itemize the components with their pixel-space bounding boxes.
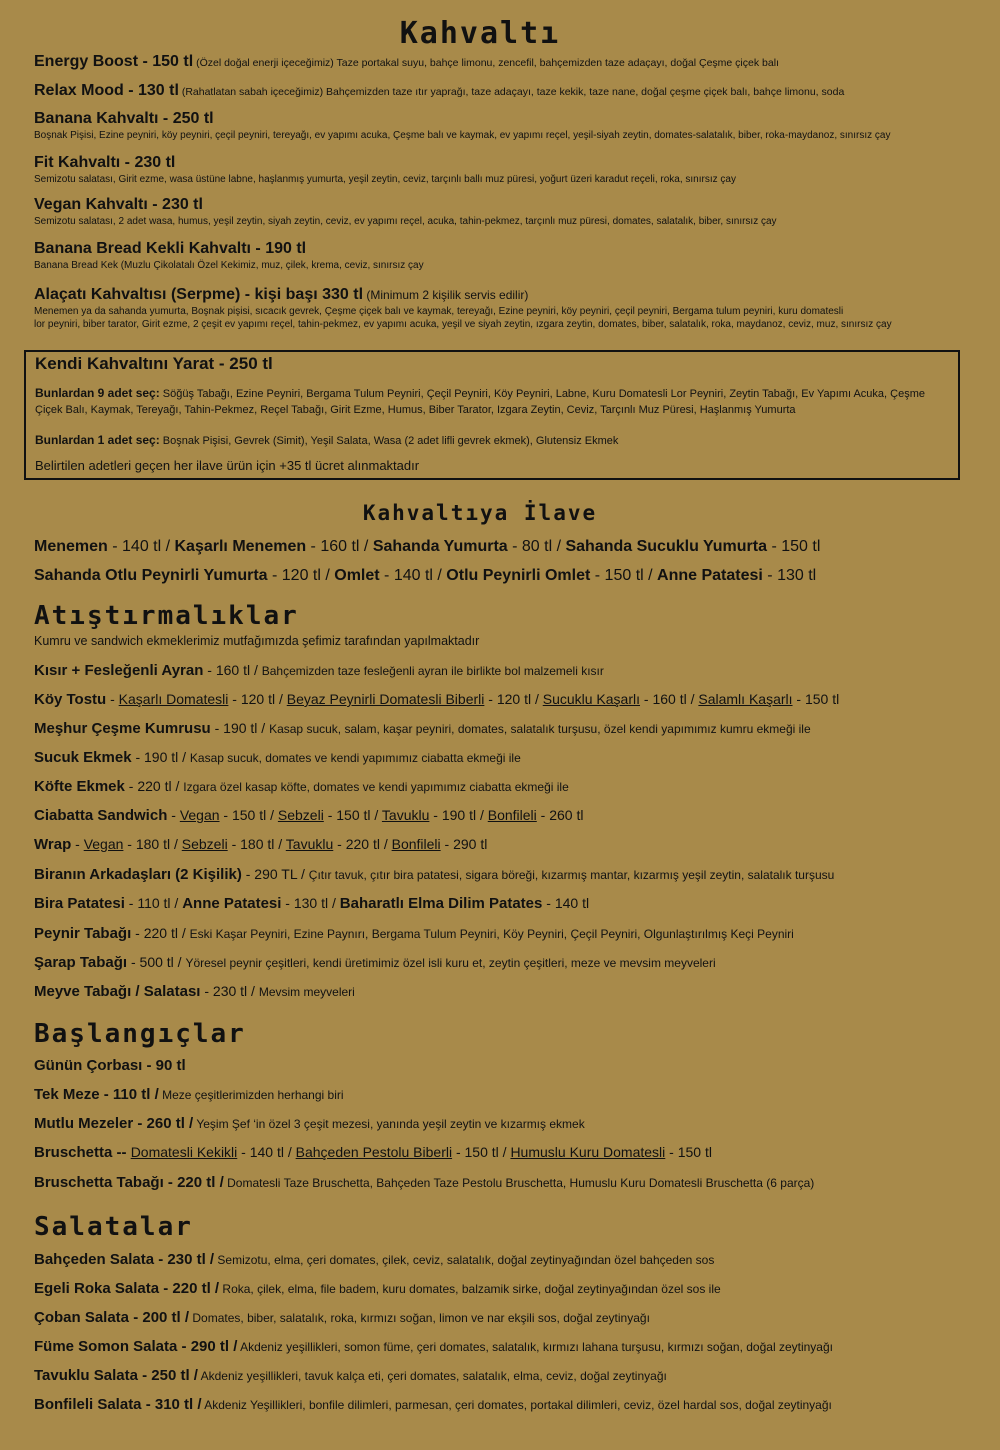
item-price: - 140 tl bbox=[542, 895, 590, 911]
item-name: Mutlu Mezeler - 260 tl / bbox=[34, 1115, 194, 1132]
item-price: - 180 tl / bbox=[123, 836, 182, 852]
item-note: (Özel doğal enerji içeceğimiz) bbox=[193, 57, 337, 69]
item-price: - 150 tl / bbox=[452, 1144, 511, 1160]
variant: Sucuklu Kaşarlı bbox=[542, 691, 641, 707]
item-name: Bahçeden Salata - 230 tl / bbox=[34, 1251, 215, 1268]
menu-item bbox=[34, 239, 980, 272]
item-name: Baharatlı Elma Dilim Patates bbox=[339, 895, 543, 912]
item-name: Köy Tostu bbox=[34, 691, 107, 708]
item-name: Energy Boost - 150 tl bbox=[34, 53, 194, 70]
menu-item bbox=[34, 1057, 186, 1074]
item-price: - 150 tl / bbox=[323, 807, 382, 823]
item-name: Günün Çorbası - 90 tl bbox=[34, 1057, 186, 1074]
variant: Vegan bbox=[83, 836, 124, 852]
item-name: Meşhur Çeşme Kumrusu bbox=[34, 720, 211, 737]
item-price: - 140 tl / bbox=[107, 538, 175, 555]
item-name: Vegan Kahvaltı - 230 tl bbox=[34, 196, 203, 213]
pick1-label: Bunlardan 1 adet seç: bbox=[35, 433, 160, 447]
item-price: - 290 tl bbox=[440, 836, 488, 852]
section-title-baslangiclar: Başlangıçlar bbox=[34, 1019, 246, 1049]
variant: Tavuklu bbox=[381, 807, 430, 823]
item-price: - 80 tl / bbox=[507, 538, 566, 555]
menu-item bbox=[34, 983, 355, 1000]
menu-item bbox=[34, 1367, 667, 1384]
item-price: - 500 tl / bbox=[127, 954, 186, 970]
item-name: Çoban Salata - 200 tl / bbox=[34, 1309, 190, 1326]
item-name: Bruschetta -- bbox=[34, 1144, 131, 1161]
item-name: Şarap Tabağı bbox=[34, 954, 128, 971]
menu-item bbox=[34, 1251, 714, 1268]
menu-item bbox=[34, 925, 794, 942]
item-price: - 150 tl / bbox=[590, 567, 658, 584]
menu-item: Ciabatta Sandwich - Vegan - 150 tl / Sebzeli - 150 tl / Tavuklu - 190 tl / Bonfileli - 260 tl bbox=[34, 807, 584, 824]
pick1-items: Boşnak Pişisi, Gevrek (Simit), Yeşil Salata, Wasa (2 adet lifli gevrek ekmek), Glutensiz Ekmek bbox=[162, 435, 619, 447]
variant: Vegan bbox=[179, 807, 220, 823]
item-desc: Yöresel peynir çeşitleri, kendi üretimimiz özel isli kuru et, zeytin çeşitleri, meze ve mevsim meyveleri bbox=[185, 956, 716, 970]
menu-item bbox=[34, 195, 980, 228]
item-name: Wrap bbox=[34, 836, 72, 853]
menu-item: Wrap - Vegan - 180 tl / Sebzeli - 180 tl / Tavuklu - 220 tl / Bonfileli - 290 tl bbox=[34, 836, 488, 853]
item-desc: Eski Kaşar Peyniri, Ezine Paynırı, Bergama Tulum Peyniri, Köy Peyniri, Çeçil Peyniri, Olgunlaştırılmış Keçi Peyniri bbox=[189, 927, 794, 941]
item-desc: Izgara özel kasap köfte, domates ve kendi yapımımız ciabatta ekmeği ile bbox=[183, 780, 569, 794]
variant: Humuslu Kuru Domatesli bbox=[510, 1144, 666, 1160]
item-price: - 130 tl bbox=[762, 567, 817, 584]
section-intro: Kumru ve sandwich ekmeklerimiz mutfağımızda şefimiz tarafından yapılmaktadır bbox=[34, 634, 480, 648]
menu-item bbox=[34, 109, 980, 142]
variant: Bonfileli bbox=[391, 836, 441, 852]
item-desc: Kasap sucuk, domates ve kendi yapımımız ciabatta ekmeği ile bbox=[189, 751, 521, 765]
menu-item bbox=[34, 954, 716, 971]
item-desc: Semizotu salatası, 2 adet wasa, humus, yeşil zeytin, siyah zeytin, ceviz, ev yapımı reçel, acuka, tahin-pekmez, tarçınlı muz püresi, domates, salatalık, biber, sınırsız çay bbox=[34, 216, 777, 227]
menu-item bbox=[34, 662, 604, 679]
item-name: Bonfileli Salata - 310 tl / bbox=[34, 1396, 202, 1413]
item-note: (Minimum 2 kişilik servis edilir) bbox=[363, 288, 529, 302]
item-price: - 190 tl / bbox=[210, 720, 270, 736]
item-desc: lor peyniri, biber tarator, Girit ezme, 2 çeşit ev yapımı reçel, tahin-pekmez, ev yapımı acuka, yeşil ve siyah zeytin, ızgara zeytin, domates, biber, salatalık, roka, maydanoz, ceviz, muz, sınırsız çay bbox=[34, 319, 892, 330]
item-price: - 150 tl bbox=[665, 1144, 712, 1160]
item-price: - 290 TL / bbox=[241, 866, 309, 882]
item-desc: Semizotu, elma, çeri domates, çilek, ceviz, salatalık, doğal zeytinyağından özel bahçeden sos bbox=[214, 1253, 715, 1267]
variant: Sebzeli bbox=[277, 807, 324, 823]
item-desc: Menemen ya da sahanda yumurta, Boşnak pişisi, sıcacık gevrek, Çeşme çiçek balı ve kaymak, tereyağı, Ezine peyniri, köy peyniri, çeçil peyniri, Bergama tulum peyniri, kuru domatesli bbox=[34, 306, 844, 317]
item-desc: Taze portakal suyu, bahçe limonu, zencefil, bahçemizden taze adaçayı, doğal Çeşme çiçek balı bbox=[336, 57, 779, 69]
item-name: Egeli Roka Salata - 220 tl / bbox=[34, 1280, 220, 1297]
menu-item bbox=[34, 866, 834, 883]
item-name: Kısır + Fesleğenli Ayran bbox=[34, 662, 204, 679]
item-price: - 120 tl / bbox=[484, 691, 543, 707]
menu-item bbox=[34, 1144, 712, 1161]
item-name: Relax Mood - 130 tl bbox=[34, 82, 179, 99]
item-name: Meyve Tabağı / Salatası bbox=[34, 983, 201, 1000]
variant: Kaşarlı Domatesli bbox=[118, 691, 229, 707]
item-price: - 120 tl / bbox=[267, 567, 335, 584]
item-name: Sahanda Yumurta bbox=[372, 538, 508, 555]
item-name: Alaçatı Kahvaltısı (Serpme) - kişi başı 330 tl bbox=[34, 286, 364, 303]
item-name: Anne Patatesi bbox=[657, 567, 763, 584]
item-name: Menemen bbox=[34, 538, 108, 555]
item-price: - 150 tl bbox=[767, 538, 821, 555]
item-price: - 160 tl / bbox=[203, 662, 262, 678]
item-price: - 140 tl / bbox=[237, 1144, 296, 1160]
item-desc: Akdeniz Yeşillikleri, bonfile dilimleri, parmesan, çeri domates, portakal dilimleri, ceviz, özel hardal sos, doğal zeytinyağı bbox=[201, 1398, 832, 1412]
menu-item bbox=[34, 749, 521, 766]
menu-item bbox=[34, 52, 980, 73]
item-name: Köfte Ekmek bbox=[34, 778, 125, 795]
item-price: - 180 tl / bbox=[227, 836, 286, 852]
item-desc: Domates, biber, salatalık, roka, kırmızı soğan, limon ve nar ekşili sos, doğal zeytinyağı bbox=[189, 1311, 650, 1325]
item-desc: Meze çeşitlerimizden herhangi biri bbox=[158, 1088, 344, 1102]
item-price: - 220 tl / bbox=[131, 925, 190, 941]
item-name: Banana Kahvaltı - 250 tl bbox=[34, 110, 214, 127]
item-desc: Akdeniz yeşillikleri, tavuk kalça eti, çeri domates, salatalık, elma, ceviz, doğal zeytinyağı bbox=[197, 1369, 667, 1383]
item-price: - 260 tl bbox=[536, 807, 584, 823]
menu-item bbox=[34, 778, 569, 795]
box-footer: Belirtilen adetleri geçen her ilave ürün için +35 tl ücret alınmaktadır bbox=[35, 458, 420, 473]
item-name: Bruschetta Tabağı - 220 tl / bbox=[34, 1174, 224, 1191]
item-price: - 190 tl / bbox=[131, 749, 190, 765]
menu-item bbox=[34, 1338, 833, 1355]
variant: Bahçeden Pestolu Biberli bbox=[295, 1144, 453, 1160]
menu-item: Köy Tostu - Kaşarlı Domatesli - 120 tl / Beyaz Peynirli Domatesli Biberli - 120 tl / Sucuklu Kaşarlı - 160 tl / Salamlı Kaşarlı - 150 tl bbox=[34, 691, 840, 708]
item-name: Sahanda Sucuklu Yumurta bbox=[565, 538, 768, 555]
item-desc: Bahçemizden taze ıtır yaprağı, taze adaçayı, taze kekik, taze nane, doğal çeşme çiçek balı, bahçe limonu, soda bbox=[326, 86, 845, 98]
menu-item bbox=[34, 1396, 832, 1413]
variant: Salamlı Kaşarlı bbox=[698, 691, 793, 707]
item-desc: Domatesli Taze Bruschetta, Bahçeden Taze Pestolu Bruschetta, Humuslu Kuru Domatesli Bruschetta (6 parça) bbox=[223, 1176, 815, 1190]
pick1-row bbox=[35, 432, 950, 449]
item-price: - 140 tl / bbox=[379, 567, 447, 584]
item-name: Anne Patatesi bbox=[182, 895, 282, 912]
item-desc: Roka, çilek, elma, file badem, kuru domates, balzamik sirke, doğal zeytinyağından özel sos ile bbox=[219, 1282, 721, 1296]
pick9-items: Söğüş Tabağı, Ezine Peyniri, Bergama Tulum Peyniri, Çeçil Peyniri, Köy Peyniri, Labne, Kuru Domatesli Lor Peyniri, Zeytin Tabağı, Ev Yapımı Acuka, Çeşme Çiçek Balı, Kaymak, Tereyağı, Tahin-Pekmez, Reçel Tabağı, Girit Ezme, Humus, Biber Tarator, Izgara Zeytin, Ceviz, Tarçınlı Muz Püresi, Haşlanmış Yumurta bbox=[35, 388, 925, 416]
item-desc: Kasap sucuk, salam, kaşar peyniri, domates, salatalık turşusu, özel kendi yapımımız kumru ekmeği ile bbox=[269, 722, 811, 736]
pick9-row bbox=[35, 385, 950, 418]
item-price: - 130 tl / bbox=[281, 895, 340, 911]
item-name: Peynir Tabağı bbox=[34, 925, 132, 942]
menu-item bbox=[34, 895, 589, 912]
variant: Domatesli Kekikli bbox=[130, 1144, 238, 1160]
item-name: Omlet bbox=[334, 567, 380, 584]
item-price: - 230 tl / bbox=[200, 983, 259, 999]
menu-item bbox=[34, 1174, 814, 1191]
item-desc: Banana Bread Kek (Muzlu Çikolatalı Özel Kekimiz, muz, çilek, krema, ceviz, sınırsız çay bbox=[34, 260, 424, 271]
item-desc: Yeşim Şef ‘in özel 3 çeşit mezesi, yanında yeşil zeytin ve kızarmış ekmek bbox=[193, 1117, 585, 1131]
item-name: Füme Somon Salata - 290 tl / bbox=[34, 1338, 238, 1355]
section-title-salatalar: Salatalar bbox=[34, 1212, 193, 1242]
item-name: Sucuk Ekmek bbox=[34, 749, 132, 766]
item-desc: Mevsim meyveleri bbox=[258, 985, 355, 999]
item-name: Biranın Arkadaşları (2 Kişilik) bbox=[34, 866, 242, 883]
item-name: Ciabatta Sandwich bbox=[34, 807, 168, 824]
section-title-atistirmaliklar: Atıştırmalıklar bbox=[34, 601, 299, 631]
item-desc: Boşnak Pişisi, Ezine peyniri, köy peyniri, çeçil peyniri, tereyağı, ev yapımı acuka, Çeşme balı ve kaymak, ev yapımı reçel, yeşil-siyah zeytin, domates-salatalık, biber, roka-maydanoz, sınırsız çay bbox=[34, 130, 891, 141]
item-name: Bira Patatesi bbox=[34, 895, 125, 912]
variant: Sebzeli bbox=[181, 836, 228, 852]
menu-item bbox=[34, 1309, 650, 1326]
menu-item bbox=[34, 153, 980, 186]
item-name: Banana Bread Kekli Kahvaltı - 190 tl bbox=[34, 240, 307, 257]
item-price: - 220 tl / bbox=[124, 778, 184, 794]
item-price: - 110 tl / bbox=[124, 895, 183, 911]
custom-breakfast-box bbox=[24, 350, 960, 480]
item-note: (Rahatlatan sabah içeceğimiz) bbox=[178, 86, 326, 98]
variant: Bonfileli bbox=[487, 807, 537, 823]
item-price: - 160 tl / bbox=[306, 538, 373, 555]
item-name: Kaşarlı Menemen bbox=[174, 538, 307, 555]
box-title: Kendi Kahvaltını Yarat - 250 tl bbox=[35, 354, 273, 373]
item-name: Fit Kahvaltı - 230 tl bbox=[34, 154, 176, 171]
item-price: - 150 tl bbox=[792, 691, 840, 707]
item-desc: Çıtır tavuk, çıtır bira patatesi, sigara böreği, kızarmış mantar, kızarmış yeşil zeytin, salatalık turşusu bbox=[308, 868, 835, 882]
menu-item bbox=[34, 1086, 344, 1103]
menu-item bbox=[34, 1115, 585, 1132]
item-price: - 190 tl / bbox=[429, 807, 488, 823]
menu-item bbox=[34, 81, 980, 102]
section-title-ilave: Kahvaltıya İlave bbox=[362, 501, 598, 525]
item-price: - 220 tl / bbox=[333, 836, 392, 852]
ilave-row bbox=[34, 567, 816, 585]
variant: Tavuklu bbox=[285, 836, 334, 852]
item-name: Tek Meze - 110 tl / bbox=[34, 1086, 159, 1103]
pick9-label: Bunlardan 9 adet seç: bbox=[35, 386, 160, 400]
menu-item bbox=[34, 720, 811, 737]
item-name: Otlu Peynirli Omlet bbox=[446, 567, 591, 584]
item-price: - 120 tl / bbox=[228, 691, 287, 707]
item-price: - 160 tl / bbox=[640, 691, 699, 707]
item-desc: Akdeniz yeşillikleri, somon füme, çeri domates, salatalık, kırmızı lahana turşusu, kırmızı soğan, doğal zeytinyağı bbox=[237, 1340, 833, 1354]
ilave-row bbox=[34, 538, 820, 556]
item-price: - 150 tl / bbox=[219, 807, 278, 823]
section-title-kahvalti: Kahvaltı bbox=[399, 16, 561, 51]
item-desc: Bahçemizden taze fesleğenli ayran ile birlikte bol malzemeli kısır bbox=[261, 664, 604, 678]
item-name: Tavuklu Salata - 250 tl / bbox=[34, 1367, 198, 1384]
menu-item bbox=[34, 1280, 721, 1297]
item-desc: Semizotu salatası, Girit ezme, wasa üstüne labne, haşlanmış yumurta, yeşil zeytin, ceviz, tarçınlı ballı muz püresi, yoğurt üzeri karadut reçeli, roka, sınırsız çay bbox=[34, 174, 736, 185]
variant: Beyaz Peynirli Domatesli Biberli bbox=[286, 691, 485, 707]
menu-item bbox=[34, 285, 980, 331]
item-name: Sahanda Otlu Peynirli Yumurta bbox=[34, 567, 268, 584]
